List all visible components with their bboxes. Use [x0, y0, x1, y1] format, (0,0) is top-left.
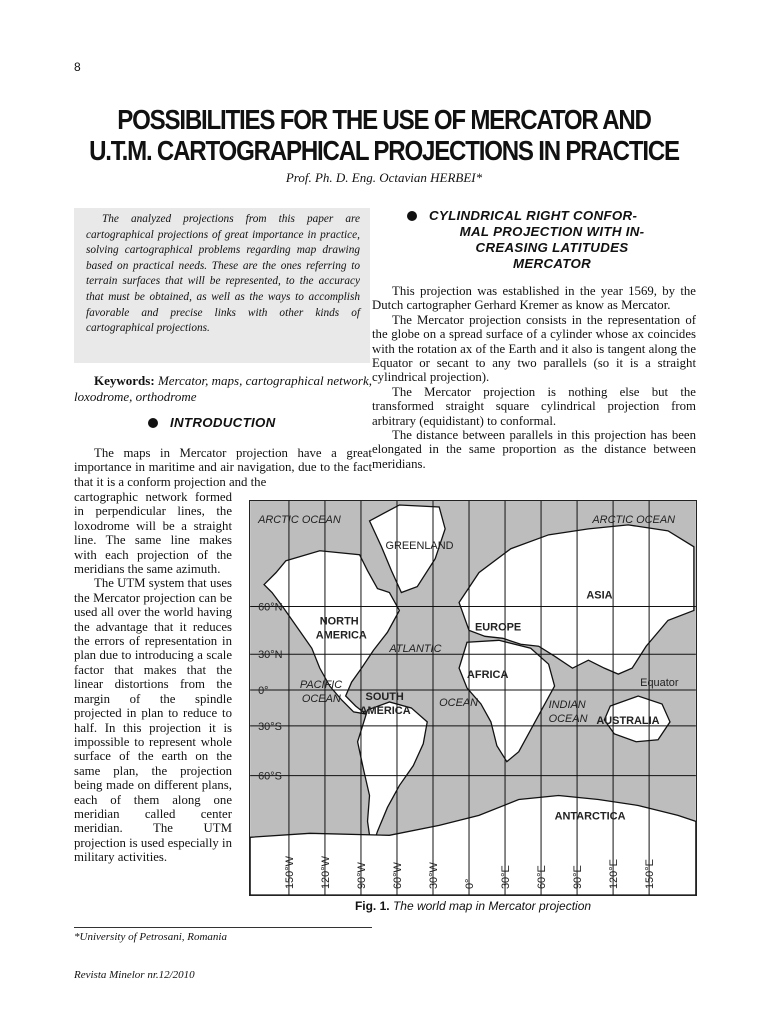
keywords — [74, 373, 372, 405]
label-pacific-2: OCEAN — [301, 692, 341, 705]
keywords-label: Keywords: — [94, 373, 155, 388]
longitude-label: 60°E — [536, 865, 549, 890]
latitude-label: 30°S — [258, 720, 282, 733]
bullet-icon — [148, 418, 158, 428]
latitude-label: 30°N — [258, 649, 283, 662]
abstract-box — [74, 208, 370, 363]
figure-label: Fig. 1. — [354, 899, 390, 913]
longitude-label: 30°W — [427, 862, 440, 890]
label-antarctica: ANTARCTICA — [554, 810, 626, 823]
label-ocean: OCEAN — [439, 696, 479, 709]
section2-paragraph-2: The Mercator projection consists in the representation of the globe on a spread surface of a cylinder whose ax coincides with the rotation ax of the Earth and it also is tangent along the Equator or secant to any two parallels (so it is a straight cylindrical projection). — [372, 312, 696, 385]
paper-title: POSSIBILITIES FOR THE USE OF MERCATOR AND U.T.M. CARTOGRAPHICAL PROJECTIONS IN PRACTICE — [89, 104, 679, 166]
label-north-america-1: NORTH — [319, 615, 359, 628]
longitude-label: 150°E — [644, 859, 657, 890]
longitude-label: 90°W — [355, 862, 368, 890]
figure-caption-text: The world map in Mercator projection — [392, 899, 592, 913]
latitude-label: 60°N — [258, 601, 283, 614]
label-indian-2: OCEAN — [548, 712, 588, 725]
label-arctic-ocean-right: ARCTIC OCEAN — [592, 513, 676, 526]
label-indian-1: INDIAN — [548, 698, 586, 711]
intro-column-text — [74, 490, 232, 865]
label-africa: AFRICA — [467, 669, 509, 682]
longitude-label: 0° — [464, 878, 476, 890]
label-equator: Equator — [640, 677, 679, 690]
longitude-label: 120°W — [319, 856, 332, 890]
bullet-icon — [407, 211, 417, 221]
label-asia: ASIA — [586, 589, 613, 602]
introduction-heading: INTRODUCTION — [148, 415, 276, 430]
latitude-label: 0° — [258, 685, 269, 698]
figure-caption — [249, 899, 697, 913]
label-pacific-1: PACIFIC — [299, 679, 343, 692]
label-europe: EUROPE — [474, 621, 522, 634]
footnote-divider — [74, 927, 372, 928]
footnote: *University of Petrosani, Romania — [74, 931, 227, 943]
label-south-america-2: AMERICA — [359, 704, 411, 717]
longitude-label: 30°E — [500, 865, 513, 890]
longitude-label: 60°W — [391, 862, 404, 890]
journal-footer: Revista Minelor nr.12/2010 — [74, 969, 195, 981]
section2-paragraph-4: The distance between parallels in this projection has been elongated in the same proportion as the distance between meridians. — [372, 428, 696, 471]
label-greenland: GREENLAND — [385, 539, 454, 552]
section2-text — [372, 284, 696, 471]
author-line: Prof. Ph. D. Eng. Octavian HERBEI* — [285, 170, 483, 185]
latitude-label: 60°S — [258, 770, 282, 783]
intro-paragraph-3: The UTM system that uses the Mercator projection can be used all over the world having the advantage that it reduces the errors of representation in plan due to introducing a scale factor that makes that the linear distortions from the margin of the spindle projected in plan to reduce to half. In this projection it is impossible to represent whole surface of the earth on the same plan, the projection being made on different plans, each of them along one meridian called center meridian. The UTM projection is used especially in military activities. — [74, 576, 232, 865]
world-map — [250, 501, 696, 895]
world-map-figure — [249, 500, 697, 896]
intro-paragraph-1: The maps in Mercator projection have a great importance in maritime and air navigation, due to the fact that it is a conform projection and the — [74, 446, 372, 489]
section2-paragraph-1: This projection was established in the year 1569, by the Dutch cartographer Gerhard Kremer as know as Mercator. — [372, 284, 696, 313]
keywords-value: Mercator, maps, cartographical network, loxodrome, orthodrome — [74, 373, 373, 404]
intro-paragraph-2: cartographic network formed in perpendicular lines, the loxodrome will be a straight line. The same line makes with each projection of the meridians the same azimuth. — [74, 490, 232, 577]
label-australia: AUSTRALIA — [596, 714, 660, 727]
longitude-label: 120°E — [608, 859, 621, 890]
label-atlantic: ATLANTIC — [389, 643, 442, 656]
label-arctic-ocean-left: ARCTIC OCEAN — [258, 513, 341, 526]
section2-paragraph-3: The Mercator projection is nothing else but the transformed straight square cylindrical projection from arbitrary (equidistant) to conformal. — [372, 384, 696, 428]
abstract-text: The analyzed projections from this paper are cartographical projections of great importance in practice, solving cartographical problems regarding map drawing based on practical needs. These are the ones referring to terrain surfaces that will be represented, to the accuracy that must be obtained, as well as the ways to accomplish favorable and precise links with other kinds of cartographical projections. — [86, 213, 360, 335]
page-number: 8 — [74, 60, 81, 74]
label-south-america-1: SOUTH — [365, 690, 404, 703]
longitude-label: 150°W — [283, 856, 296, 890]
label-north-america-2: AMERICA — [315, 629, 367, 642]
section-heading-cylindrical: CYLINDRICAL RIGHT CONFOR- MAL PROJECTION WITH IN- CREASING LATITUDES MERCATOR — [407, 208, 697, 272]
longitude-label: 90°E — [572, 865, 585, 890]
